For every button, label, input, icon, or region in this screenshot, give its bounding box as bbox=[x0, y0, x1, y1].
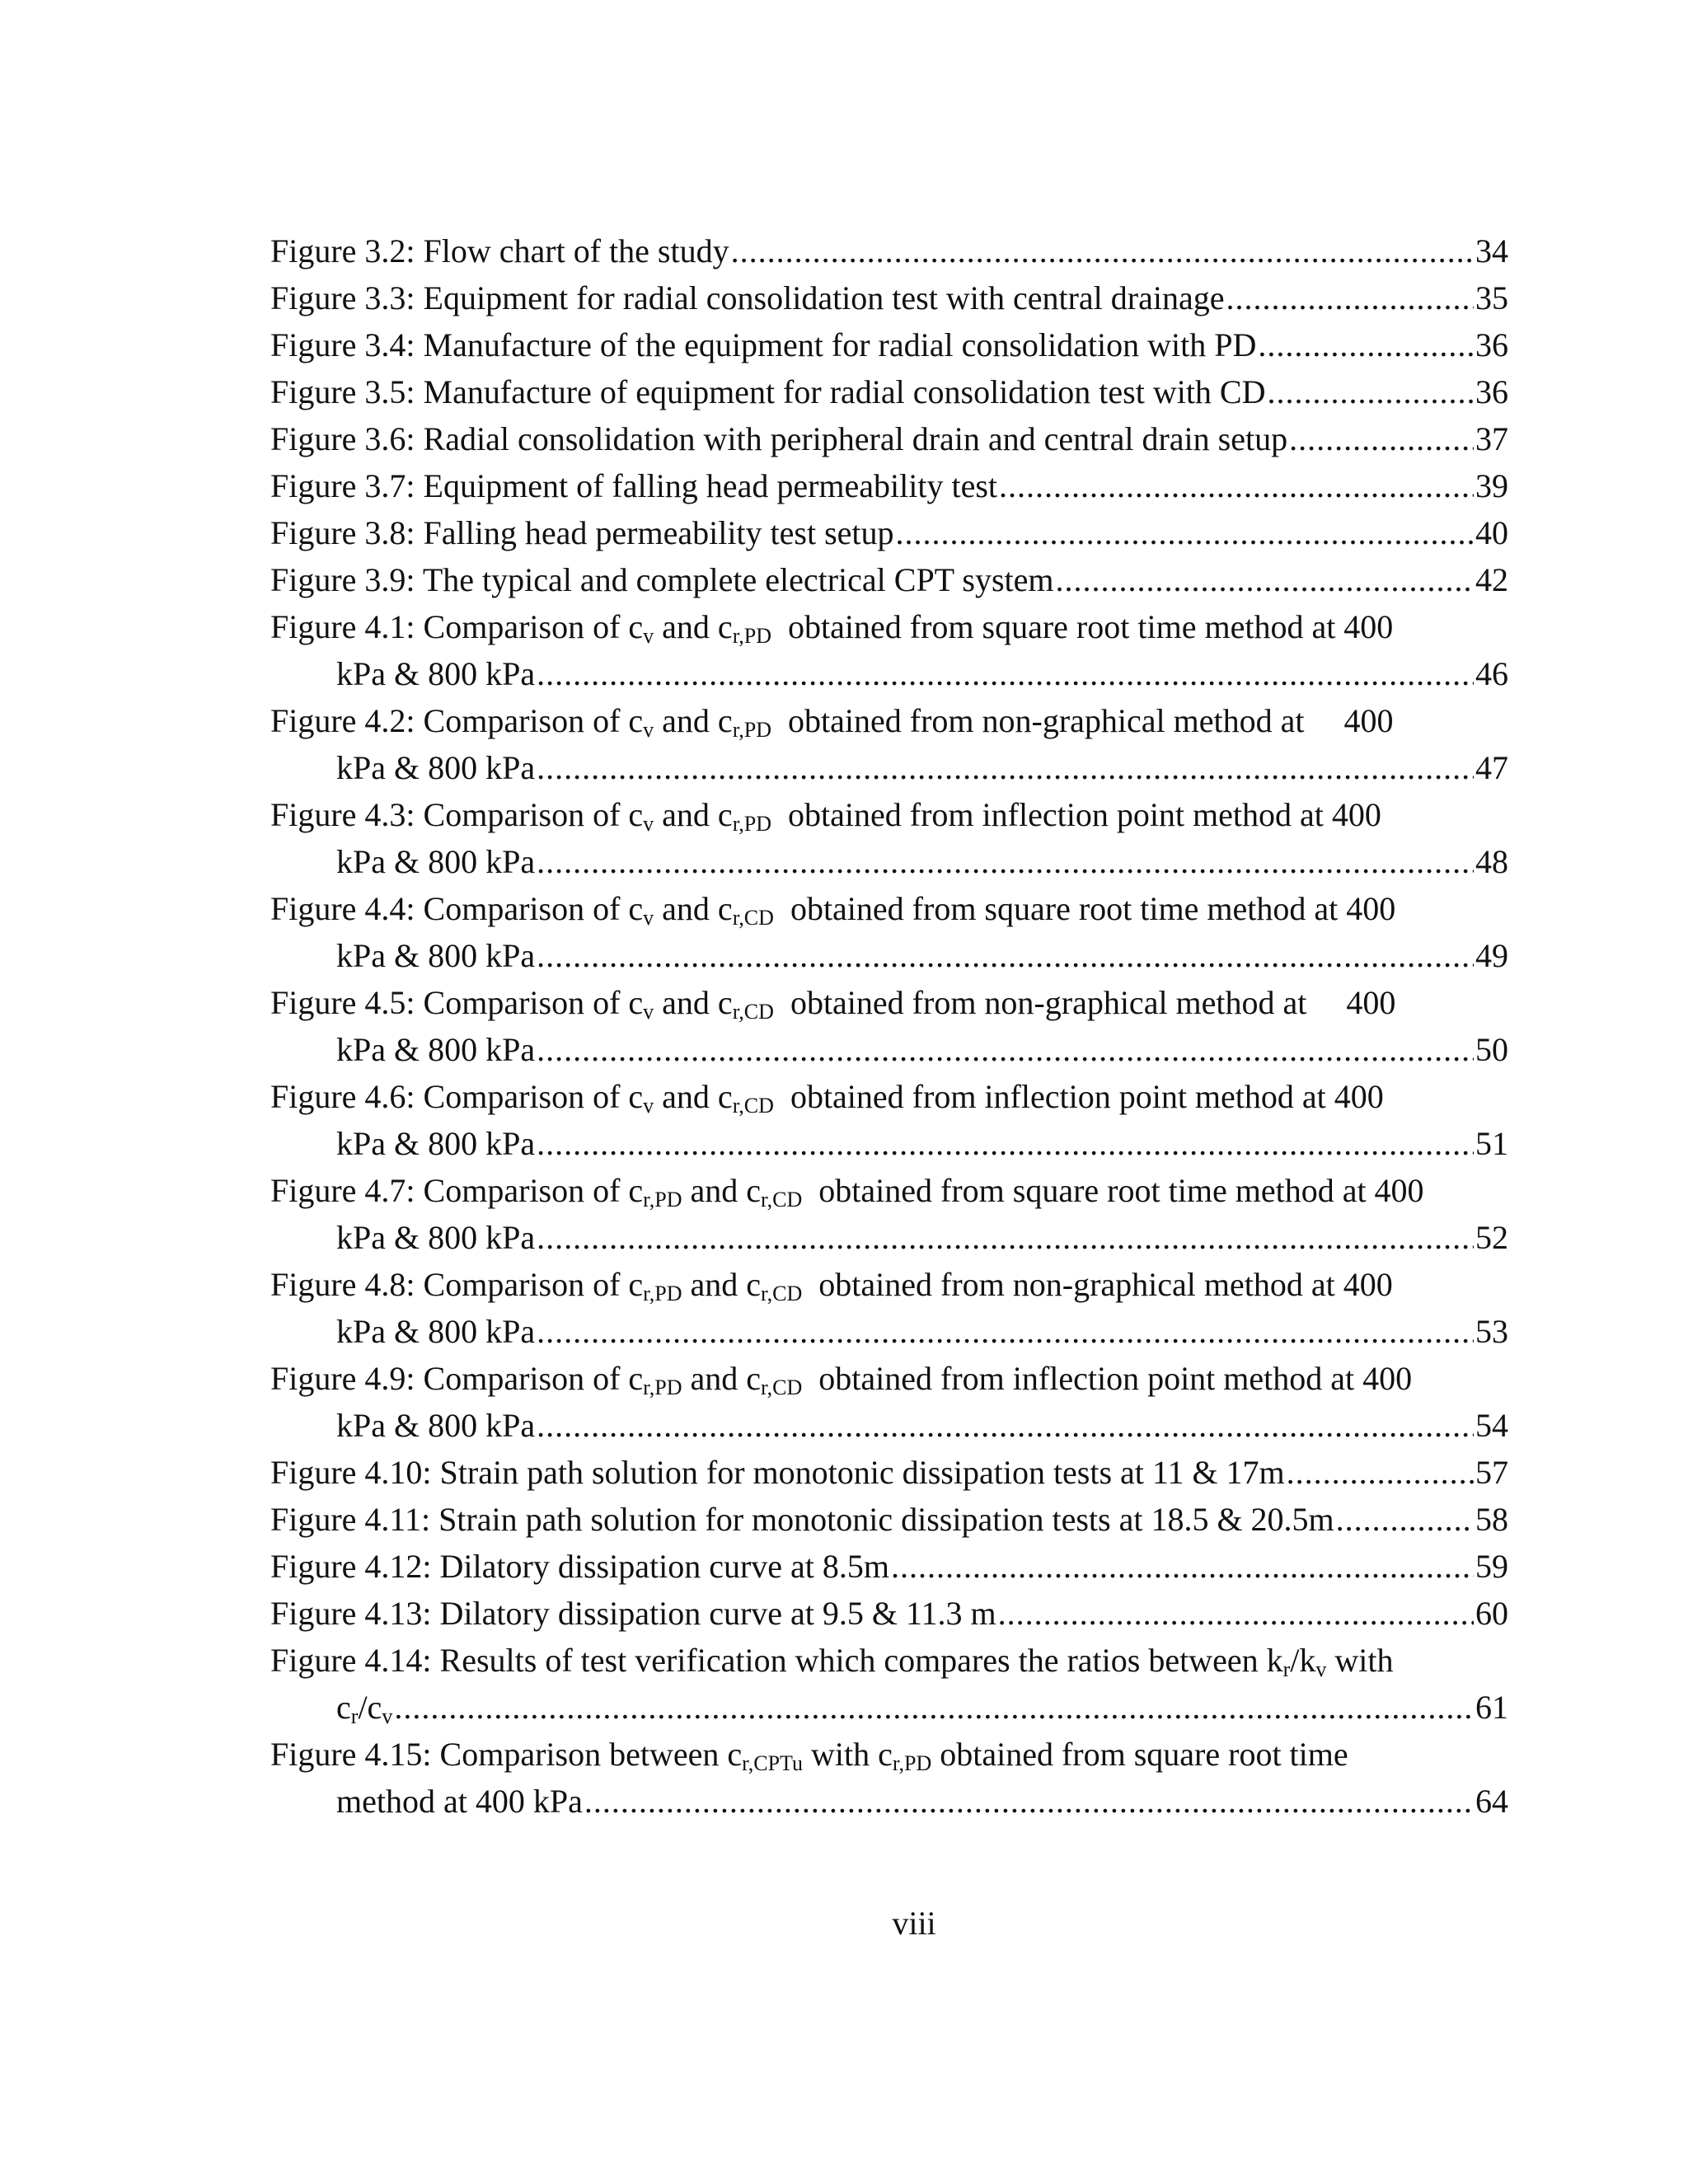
entry-label-continuation: method at 400 kPa bbox=[336, 1783, 583, 1820]
dot-leader bbox=[537, 1120, 1474, 1167]
list-item[interactable] bbox=[270, 1355, 1508, 1449]
dot-leader bbox=[1336, 1496, 1474, 1543]
list-item[interactable] bbox=[270, 1637, 1508, 1731]
subscript: r,PD bbox=[732, 718, 772, 742]
subscript: v bbox=[643, 1000, 654, 1024]
page-number: 35 bbox=[1475, 279, 1508, 316]
subscript: v bbox=[643, 718, 654, 742]
dot-leader bbox=[394, 1684, 1474, 1731]
dot-leader bbox=[537, 1026, 1474, 1073]
entry-label bbox=[270, 885, 1395, 932]
subscript: r,PD bbox=[643, 1376, 682, 1399]
entry-label bbox=[270, 603, 1393, 650]
label-text: and c bbox=[654, 702, 733, 739]
label-text: and c bbox=[654, 1078, 733, 1115]
list-item[interactable] bbox=[270, 603, 1508, 697]
dot-leader bbox=[998, 1590, 1474, 1637]
label-text: obtained from square root time bbox=[940, 1736, 1348, 1773]
label-text: and c bbox=[654, 984, 733, 1021]
list-item[interactable] bbox=[270, 321, 1508, 368]
dot-leader bbox=[584, 1778, 1474, 1825]
label-text: obtained from square root time method at 400 bbox=[788, 608, 1394, 645]
entry-label: Figure 3.4: Manufacture of the equipment for radial consolidation with PD bbox=[270, 326, 1257, 363]
list-item[interactable] bbox=[270, 415, 1508, 462]
entry-label-continuation: kPa & 800 kPa bbox=[336, 1219, 536, 1256]
entry-label: Figure 4.12: Dilatory dissipation curve at 8.5m bbox=[270, 1548, 889, 1585]
entry-label: Figure 3.2: Flow chart of the study bbox=[270, 232, 729, 269]
entry-label: Figure 4.11: Strain path solution for monotonic dissipation tests at 18.5 & 20.5m bbox=[270, 1501, 1334, 1538]
page-number: 53 bbox=[1475, 1313, 1508, 1350]
dot-leader bbox=[1226, 274, 1474, 321]
entry-label-continuation: kPa & 800 kPa bbox=[336, 1313, 536, 1350]
dot-leader bbox=[537, 650, 1474, 697]
list-item[interactable] bbox=[270, 509, 1508, 556]
label-text: and c bbox=[682, 1172, 762, 1209]
subscript: v bbox=[382, 1704, 393, 1728]
subscript: v bbox=[643, 812, 654, 836]
label-text: and c bbox=[654, 890, 733, 927]
subscript: r,CPTu bbox=[742, 1751, 803, 1775]
entry-label bbox=[270, 1731, 1348, 1778]
label-text: with bbox=[1334, 1642, 1394, 1679]
dot-leader bbox=[891, 1543, 1474, 1590]
label-text: obtained from square root time method at 400 bbox=[790, 890, 1396, 927]
subscript: r,PD bbox=[732, 624, 772, 648]
entry-label bbox=[270, 979, 1395, 1026]
page-number: 52 bbox=[1475, 1219, 1508, 1256]
label-text: obtained from non-graphical method at 400 bbox=[818, 1266, 1393, 1303]
label-text: Figure 4.6: Comparison of c bbox=[270, 1078, 644, 1115]
entry-label-continuation: kPa & 800 kPa bbox=[336, 937, 536, 974]
subscript: v bbox=[643, 1094, 654, 1118]
subscript: r bbox=[350, 1704, 359, 1728]
entry-label-continuation: kPa & 800 kPa bbox=[336, 1125, 536, 1162]
label-text: with c bbox=[803, 1736, 893, 1773]
list-item[interactable] bbox=[270, 791, 1508, 885]
label-text: Figure 4.7: Comparison of c bbox=[270, 1172, 644, 1209]
list-item[interactable] bbox=[270, 1731, 1508, 1825]
page-number: 48 bbox=[1475, 843, 1508, 880]
page-number: 36 bbox=[1475, 326, 1508, 363]
list-item[interactable] bbox=[270, 1167, 1508, 1261]
entry-label-continuation: kPa & 800 kPa bbox=[336, 843, 536, 880]
label-text: /k bbox=[1290, 1642, 1316, 1679]
dot-leader bbox=[537, 744, 1474, 791]
list-item[interactable] bbox=[270, 1261, 1508, 1355]
label-text: obtained from square root time method at 400 bbox=[818, 1172, 1424, 1209]
entry-label-continuation: kPa & 800 kPa bbox=[336, 1407, 536, 1444]
entry-label: Figure 3.8: Falling head permeability test setup bbox=[270, 514, 894, 551]
entry-label bbox=[270, 1167, 1424, 1214]
label-text: Figure 4.2: Comparison of c bbox=[270, 702, 644, 739]
dot-leader bbox=[999, 462, 1474, 509]
entry-label: Figure 3.5: Manufacture of equipment for radial consolidation test with CD bbox=[270, 373, 1266, 410]
label-text: and c bbox=[682, 1360, 762, 1397]
entry-label-continuation bbox=[336, 1684, 392, 1731]
label-text: Figure 4.3: Comparison of c bbox=[270, 796, 644, 833]
label-text: /c bbox=[358, 1689, 382, 1726]
page-number: 39 bbox=[1475, 467, 1508, 504]
label-text: and c bbox=[682, 1266, 762, 1303]
dot-leader bbox=[1268, 368, 1475, 415]
subscript: v bbox=[643, 624, 654, 648]
subscript: r,CD bbox=[732, 906, 774, 930]
page-number: 40 bbox=[1475, 514, 1508, 551]
label-text: 400 bbox=[1346, 984, 1396, 1021]
entry-label: Figure 3.9: The typical and complete electrical CPT system bbox=[270, 561, 1054, 598]
entry-label bbox=[270, 1261, 1393, 1308]
list-item[interactable] bbox=[270, 274, 1508, 321]
label-text: c bbox=[336, 1689, 351, 1726]
entry-label bbox=[270, 1073, 1384, 1120]
subscript: r bbox=[1282, 1657, 1291, 1681]
subscript: r,PD bbox=[892, 1751, 932, 1775]
list-of-figures bbox=[270, 227, 1508, 1825]
list-item[interactable] bbox=[270, 227, 1508, 274]
subscript: v bbox=[643, 906, 654, 930]
label-text: obtained from inflection point method at 400 bbox=[790, 1078, 1384, 1115]
list-item[interactable] bbox=[270, 1590, 1508, 1637]
dot-leader bbox=[1287, 1449, 1474, 1496]
list-item[interactable] bbox=[270, 1543, 1508, 1590]
page-number: 42 bbox=[1475, 561, 1508, 598]
label-text: Figure 4.4: Comparison of c bbox=[270, 890, 644, 927]
page-number: 37 bbox=[1475, 420, 1508, 457]
entry-label bbox=[270, 697, 1394, 744]
label-text: Figure 4.9: Comparison of c bbox=[270, 1360, 644, 1397]
list-item[interactable] bbox=[270, 1496, 1508, 1543]
list-item[interactable] bbox=[270, 979, 1508, 1073]
page-number: 60 bbox=[1475, 1595, 1508, 1632]
list-item[interactable] bbox=[270, 697, 1508, 791]
subscript: r,PD bbox=[732, 812, 772, 836]
entry-label: Figure 3.6: Radial consolidation with peripheral drain and central drain setup bbox=[270, 420, 1288, 457]
entry-label-continuation: kPa & 800 kPa bbox=[336, 749, 536, 786]
dot-leader bbox=[1258, 321, 1474, 368]
page-number: 49 bbox=[1475, 937, 1508, 974]
label-text: obtained from inflection point method at 400 bbox=[818, 1360, 1413, 1397]
label-text: Figure 4.5: Comparison of c bbox=[270, 984, 644, 1021]
label-text: Figure 4.8: Comparison of c bbox=[270, 1266, 644, 1303]
page-number: 54 bbox=[1475, 1407, 1508, 1444]
list-item[interactable] bbox=[270, 462, 1508, 509]
list-item[interactable] bbox=[270, 556, 1508, 603]
subscript: r,CD bbox=[761, 1188, 803, 1212]
entry-label bbox=[270, 791, 1381, 838]
entry-label-continuation: kPa & 800 kPa bbox=[336, 655, 536, 692]
label-text: obtained from non-graphical method at bbox=[790, 984, 1307, 1021]
page-number: 51 bbox=[1475, 1125, 1508, 1162]
list-item[interactable] bbox=[270, 1073, 1508, 1167]
dot-leader bbox=[537, 1402, 1474, 1449]
subscript: r,CD bbox=[761, 1282, 803, 1305]
dot-leader bbox=[537, 932, 1474, 979]
dot-leader bbox=[896, 509, 1474, 556]
subscript: r,CD bbox=[761, 1376, 803, 1399]
entry-label: Figure 4.10: Strain path solution for monotonic dissipation tests at 11 & 17m bbox=[270, 1454, 1285, 1491]
page-folio: viii bbox=[892, 1905, 936, 1942]
page-number: 36 bbox=[1475, 373, 1508, 410]
label-text: 400 bbox=[1343, 702, 1394, 739]
subscript: r,PD bbox=[643, 1188, 682, 1212]
dot-leader bbox=[537, 1308, 1474, 1355]
entry-label: Figure 3.7: Equipment of falling head permeability test bbox=[270, 467, 998, 504]
entry-label bbox=[270, 1637, 1394, 1684]
list-item[interactable] bbox=[270, 885, 1508, 979]
label-text: Figure 4.15: Comparison between c bbox=[270, 1736, 743, 1773]
page-number: 50 bbox=[1475, 1031, 1508, 1068]
page-number: 34 bbox=[1475, 232, 1508, 269]
dot-leader bbox=[537, 838, 1474, 885]
subscript: r,PD bbox=[643, 1282, 682, 1305]
page-number: 57 bbox=[1475, 1454, 1508, 1491]
page-number: 59 bbox=[1475, 1548, 1508, 1585]
page-number: 46 bbox=[1475, 655, 1508, 692]
list-item[interactable] bbox=[270, 1449, 1508, 1496]
label-text: Figure 4.1: Comparison of c bbox=[270, 608, 644, 645]
label-text: and c bbox=[654, 796, 733, 833]
page-number: 58 bbox=[1475, 1501, 1508, 1538]
page-number: 47 bbox=[1475, 749, 1508, 786]
dot-leader bbox=[731, 227, 1474, 274]
label-text: Figure 4.14: Results of test verification which compares the ratios between k bbox=[270, 1642, 1283, 1679]
subscript: r,CD bbox=[732, 1094, 774, 1118]
label-text: and c bbox=[654, 608, 733, 645]
entry-label-continuation: kPa & 800 kPa bbox=[336, 1031, 536, 1068]
subscript: r,CD bbox=[732, 1000, 774, 1024]
subscript: v bbox=[1315, 1657, 1327, 1681]
entry-label: Figure 4.13: Dilatory dissipation curve at 9.5 & 11.3 m bbox=[270, 1595, 996, 1632]
dot-leader bbox=[1056, 556, 1474, 603]
page-number: 61 bbox=[1475, 1689, 1508, 1726]
entry-label: Figure 3.3: Equipment for radial consolidation test with central drainage bbox=[270, 279, 1225, 316]
dot-leader bbox=[1289, 415, 1474, 462]
label-text: obtained from inflection point method at 400 bbox=[788, 796, 1381, 833]
label-text: obtained from non-graphical method at bbox=[788, 702, 1305, 739]
page-number: 64 bbox=[1475, 1783, 1508, 1820]
list-item[interactable] bbox=[270, 368, 1508, 415]
entry-label bbox=[270, 1355, 1412, 1402]
dot-leader bbox=[537, 1214, 1474, 1261]
